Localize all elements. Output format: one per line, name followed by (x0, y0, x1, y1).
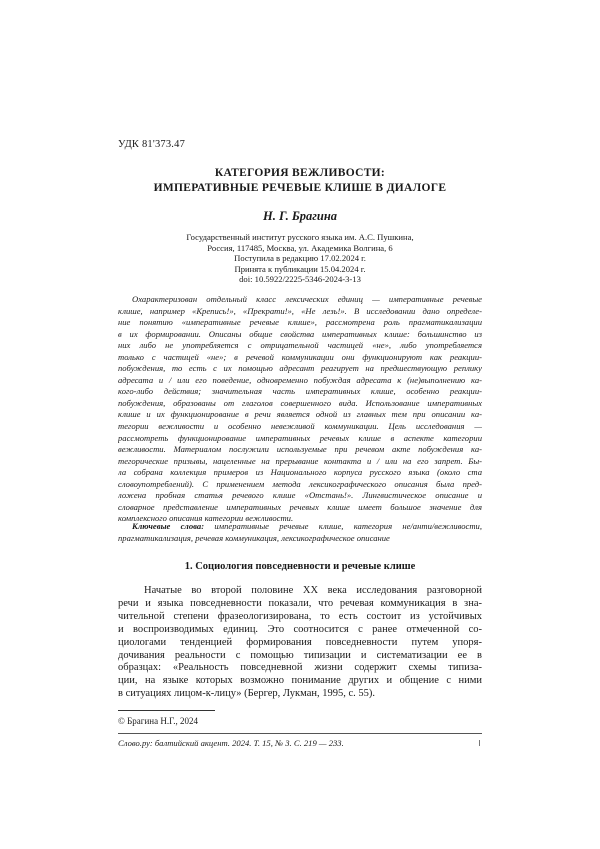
abstract-line: них либо не употребляется с отрицательной частицей «не», либо употребляется (118, 340, 482, 351)
body-line: циологами тенденцией формирования повседневности путем упоря- (118, 636, 482, 648)
abstract-line: тегории вежливости и особенно невежливой коммуникации. Цель исследования — (118, 421, 482, 432)
abstract-line: клише и их функционирование в речи является одной из главных тем при описании ка- (118, 409, 482, 420)
abstract-line: адресата и / или его поведение, одновременно побуждая адресата к (не)выполнению ка- (118, 374, 482, 385)
body-line: чительной степени фразеологизирована, то есть состоит из устойчивых (118, 610, 482, 622)
abstract (118, 294, 482, 525)
body-line: дочивания реальности с помощью типизации и систематизации ее в (118, 649, 482, 661)
keywords (118, 521, 482, 544)
abstract-line: ложена пробная статья речевого клише «Отстань!». Лингвистическое описание и (118, 490, 482, 501)
body-line: и воспроизводимых единиц. Это соотносится с ранее отмеченной со- (118, 623, 482, 635)
body-text (118, 585, 482, 701)
abstract-line: в их формировании. Описаны общие свойства императивных клише: большинство из (118, 328, 482, 339)
footer-divider (118, 733, 482, 734)
journal-citation: Слово.ру: балтийский акцент. 2024. Т. 15, № 3. С. 219 — 233. (118, 738, 344, 748)
abstract-line: тегорические призывы, нацеленные на прерывание контакта и / или на его запрет. Бы- (118, 455, 482, 466)
abstract-line: только с частицей «не»; в речевой коммуникации они функционируют как реакции- (118, 351, 482, 362)
footer-mark (479, 740, 480, 746)
abstract-line: комплексного описания категории вежливости. (118, 513, 294, 524)
abstract-line: кого-либо действия; значительная часть императивных клише, особенно реакции- (118, 386, 482, 397)
abstract-line: ла собрана коллекция примеров из Национального корпуса русского языка (около ста (118, 467, 482, 478)
article-title-line-2: ИМПЕРАТИВНЫЕ РЕЧЕВЫЕ КЛИШЕ В ДИАЛОГЕ (153, 182, 447, 194)
abstract-line: вежливости. Материалом послужили используемые при речевом акте побуждения ка- (118, 444, 482, 455)
abstract-line: Охарактеризован отдельный класс лексических единиц — императивные речевые (132, 294, 482, 304)
abstract-line: ние понятию «императивные речевые клише», рассмотрена роль прагматикализации (118, 317, 482, 328)
keywords-text-1: императивные речевые клише, категория не/анти/вежливости, (204, 521, 482, 531)
doi: doi: 10.5922/2225-5346-2024-3-13 (239, 274, 361, 284)
author-name: Н. Г. Брагина (262, 209, 338, 223)
abstract-line: побуждения, то есть с их помощью адресант реагирует на предшествующую реплику (118, 363, 482, 374)
body-line: в ситуациях лицом-к-лицу» (Бергер, Лукман, 1995, с. 55). (118, 688, 376, 700)
abstract-line: словоупотреблений). С применением метода лексикографического описания была пред- (118, 478, 482, 489)
body-line: ции, на языке которых возможно понимание других и общение с ними (118, 675, 482, 687)
body-line: Начатые во второй половине XX века исследования разговорной (144, 585, 482, 596)
keywords-label: Ключевые слова: (132, 521, 205, 531)
affiliation-address: Россия, 117485, Москва, ул. Академика Волгина, 6 (207, 242, 393, 253)
abstract-line: словарное представление императивных речевых клише имеет большое значение для (118, 501, 482, 512)
section-heading: 1. Социология повседневности и речевые клише (184, 561, 416, 572)
footnote-divider (118, 710, 215, 711)
body-line: образцах: «Реальность повседневной жизни содержит схемы типиза- (118, 662, 482, 674)
accepted-date: Принята к публикации 15.04.2024 г. (234, 263, 366, 274)
body-line: речи и языка повседневности показали, что речевая коммуникация в зна- (118, 597, 482, 609)
affiliation-line: Государственный институт русского языка им. А.С. Пушкина, (186, 232, 414, 242)
abstract-line: рассмотреть функционирование императивных речевых клише в аспекте категории (118, 432, 482, 443)
received-date: Поступила в редакцию 17.02.2024 г. (234, 253, 366, 263)
abstract-line: побуждения, образованы от глаголов совершенного вида. Использование императивных (118, 397, 482, 408)
abstract-line: клише, например «Крепись!», «Прекрати!», «Не лезь!». В исследовании дано определе- (118, 305, 482, 316)
copyright-notice: © Брагина Н.Г., 2024 (118, 716, 199, 726)
keywords-line-2: прагматикализация, речевая коммуникация, лексикографическое описание (118, 532, 390, 543)
keywords-line-1 (118, 521, 482, 533)
udk-code: УДК 81'373.47 (118, 139, 186, 150)
article-title-line-1: КАТЕГОРИЯ ВЕЖЛИВОСТИ: (214, 167, 386, 179)
